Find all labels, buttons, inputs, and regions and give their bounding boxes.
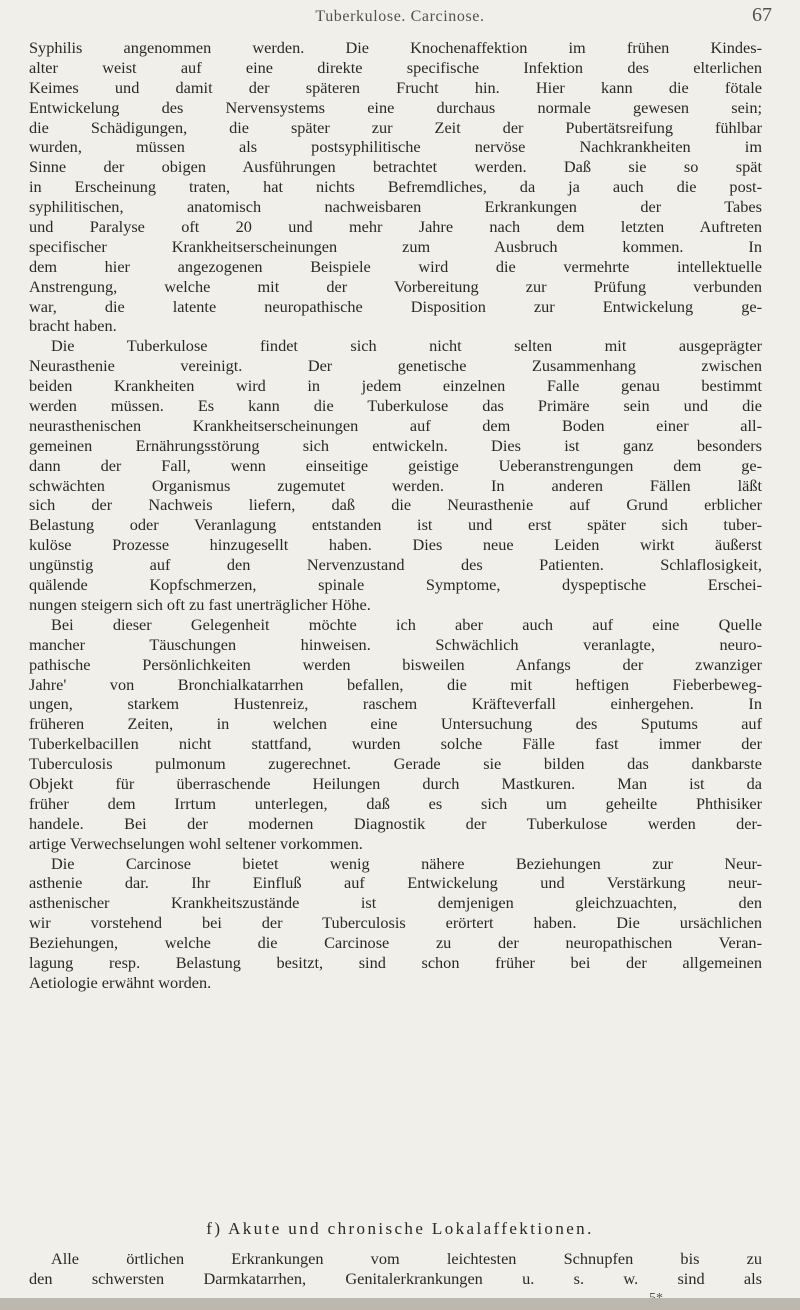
text-line: werden müssen. Es kann die Tuberkulose das Primäre sein und die	[29, 396, 762, 416]
paragraph-first-line: Bei dieser Gelegenheit möchte ich aber auch auf eine Quelle	[51, 614, 762, 634]
text-line: mancher Täuschungen hinweisen. Schwächlich veranlagte, neuro-	[29, 634, 762, 654]
section-heading: f) Akute und chronische Lokalaffektionen.	[206, 1219, 594, 1238]
running-head	[0, 2, 800, 32]
paragraph-end-line: artige Verwechselungen wohl seltener vorkommen.	[29, 833, 363, 853]
text-line: Tuberkelbacillen nicht stattfand, wurden solche Fälle fast immer der	[29, 734, 762, 754]
text-line: handele. Bei der modernen Diagnostik der Tuberkulose werden der-	[29, 813, 762, 833]
paragraph-end-line: Aetiologie erwähnt worden.	[29, 972, 212, 992]
text-line: früher dem Irrtum unterlegen, daß es sich um geheilte Phthisiker	[29, 793, 762, 813]
paragraph-end-line: nungen steigern sich oft zu fast unerträglicher Höhe.	[29, 594, 371, 614]
text-line: sich der Nachweis liefern, daß die Neurasthenie auf Grund erblicher	[29, 495, 762, 515]
text-line: die Schädigungen, die später zur Zeit der Pubertätsreifung fühlbar	[29, 117, 762, 137]
page-bottom-edge	[0, 1298, 800, 1310]
text-line: pathische Persönlichkeiten werden bisweilen Anfangs der zwanziger	[29, 654, 762, 674]
text-line: war, die latente neuropathische Disposition zur Entwickelung ge-	[29, 296, 762, 316]
body-text	[29, 38, 762, 993]
text-line: früheren Zeiten, in welchen eine Untersuchung des Sputums auf	[29, 714, 762, 734]
text-line: quälende Kopfschmerzen, spinale Symptome, dyspeptische Erschei-	[29, 575, 762, 595]
text-line: wurden, müssen als postsyphilitische nervöse Nachkrankheiten im	[29, 137, 762, 157]
text-line: beiden Krankheiten wird in jedem einzelnen Falle genau bestimmt	[29, 376, 762, 396]
text-line: Tuberculosis pulmonum zugerechnet. Gerade sie bilden das dankbarste	[29, 754, 762, 774]
text-line: neurasthenischen Krankheitserscheinungen auf dem Boden einer all-	[29, 415, 762, 435]
text-line: lagung resp. Belastung besitzt, sind schon früher bei der allgemeinen	[29, 952, 762, 972]
paragraph-end-line: bracht haben.	[29, 316, 117, 336]
text-line: Beziehungen, welche die Carcinose zu der neuropathischen Veran-	[29, 933, 762, 953]
text-line: schwächten Organismus zugemutet werden. In anderen Fällen läßt	[29, 475, 762, 495]
text-line: Belastung oder Veranlagung entstanden ist und erst später sich tuber-	[29, 515, 762, 535]
text-line: Syphilis angenommen werden. Die Knochenaffektion im frühen Kindes-	[29, 38, 762, 57]
text-line: ungünstig auf den Nervenzustand des Patienten. Schlaflosigkeit,	[29, 555, 762, 575]
text-line: wir vorstehend bei der Tuberculosis erörtert haben. Die ursächlichen	[29, 913, 762, 933]
paragraph-first-line: Alle örtlichen Erkrankungen vom leichtesten Schnupfen bis zu	[51, 1249, 762, 1268]
text-line: den schwersten Darmkatarrhen, Genitalerkrankungen u. s. w. sind als	[29, 1268, 762, 1288]
text-line: dann der Fall, wenn einseitige geistige Ueberanstrengungen dem ge-	[29, 455, 762, 475]
text-line: asthenie dar. Ihr Einfluß auf Entwickelung und Verstärkung neur-	[29, 873, 762, 893]
section-body	[29, 1249, 762, 1289]
text-line: Neurasthenie vereinigt. Der genetische Zusammenhang zwischen	[29, 356, 762, 376]
running-title: Tuberkulose. Carcinose.	[315, 8, 485, 25]
text-line: Entwickelung des Nervensystems eine durchaus normale gewesen sein;	[29, 97, 762, 117]
text-line: asthenischer Krankheitszustände ist demjenigen gleichzuachten, den	[29, 893, 762, 913]
paragraph-first-line: Die Tuberkulose findet sich nicht selten mit ausgeprägter	[51, 336, 762, 356]
text-line: specifischer Krankheitserscheinungen zum Ausbruch kommen. In	[29, 236, 762, 256]
text-line: Anstrengung, welche mit der Vorbereitung zur Prüfung verbunden	[29, 276, 762, 296]
text-line: Sinne der obigen Ausführungen betrachtet werden. Daß sie so spät	[29, 157, 762, 177]
text-line: ungen, starkem Hustenreiz, raschem Kräfteverfall einhergehen. In	[29, 694, 762, 714]
text-line: Objekt für überraschende Heilungen durch Mastkuren. Man ist da	[29, 773, 762, 793]
text-line: Keimes und damit der späteren Frucht hin. Hier kann die fötale	[29, 77, 762, 97]
text-line: in Erscheinung traten, hat nichts Befremdliches, da ja auch die post-	[29, 177, 762, 197]
text-line: syphilitischen, anatomisch nachweisbaren Erkrankungen der Tabes	[29, 197, 762, 217]
text-line: und Paralyse oft 20 und mehr Jahre nach dem letzten Auftreten	[29, 217, 762, 237]
text-line: dem hier angezogenen Beispiele wird die vermehrte intellektuelle	[29, 256, 762, 276]
text-line: gemeinen Ernährungsstörung sich entwickeln. Dies ist ganz besonders	[29, 435, 762, 455]
text-line: alter weist auf eine direkte specifische Infektion des elterlichen	[29, 57, 762, 77]
page-number: 67	[752, 4, 772, 26]
paragraph-first-line: Die Carcinose bietet wenig nähere Beziehungen zur Neur-	[51, 853, 762, 873]
text-line: Jahre' von Bronchialkatarrhen befallen, die mit heftigen Fieberbeweg-	[29, 674, 762, 694]
text-line: kulöse Prozesse hinzugesellt haben. Dies neue Leiden wirkt äußerst	[29, 535, 762, 555]
